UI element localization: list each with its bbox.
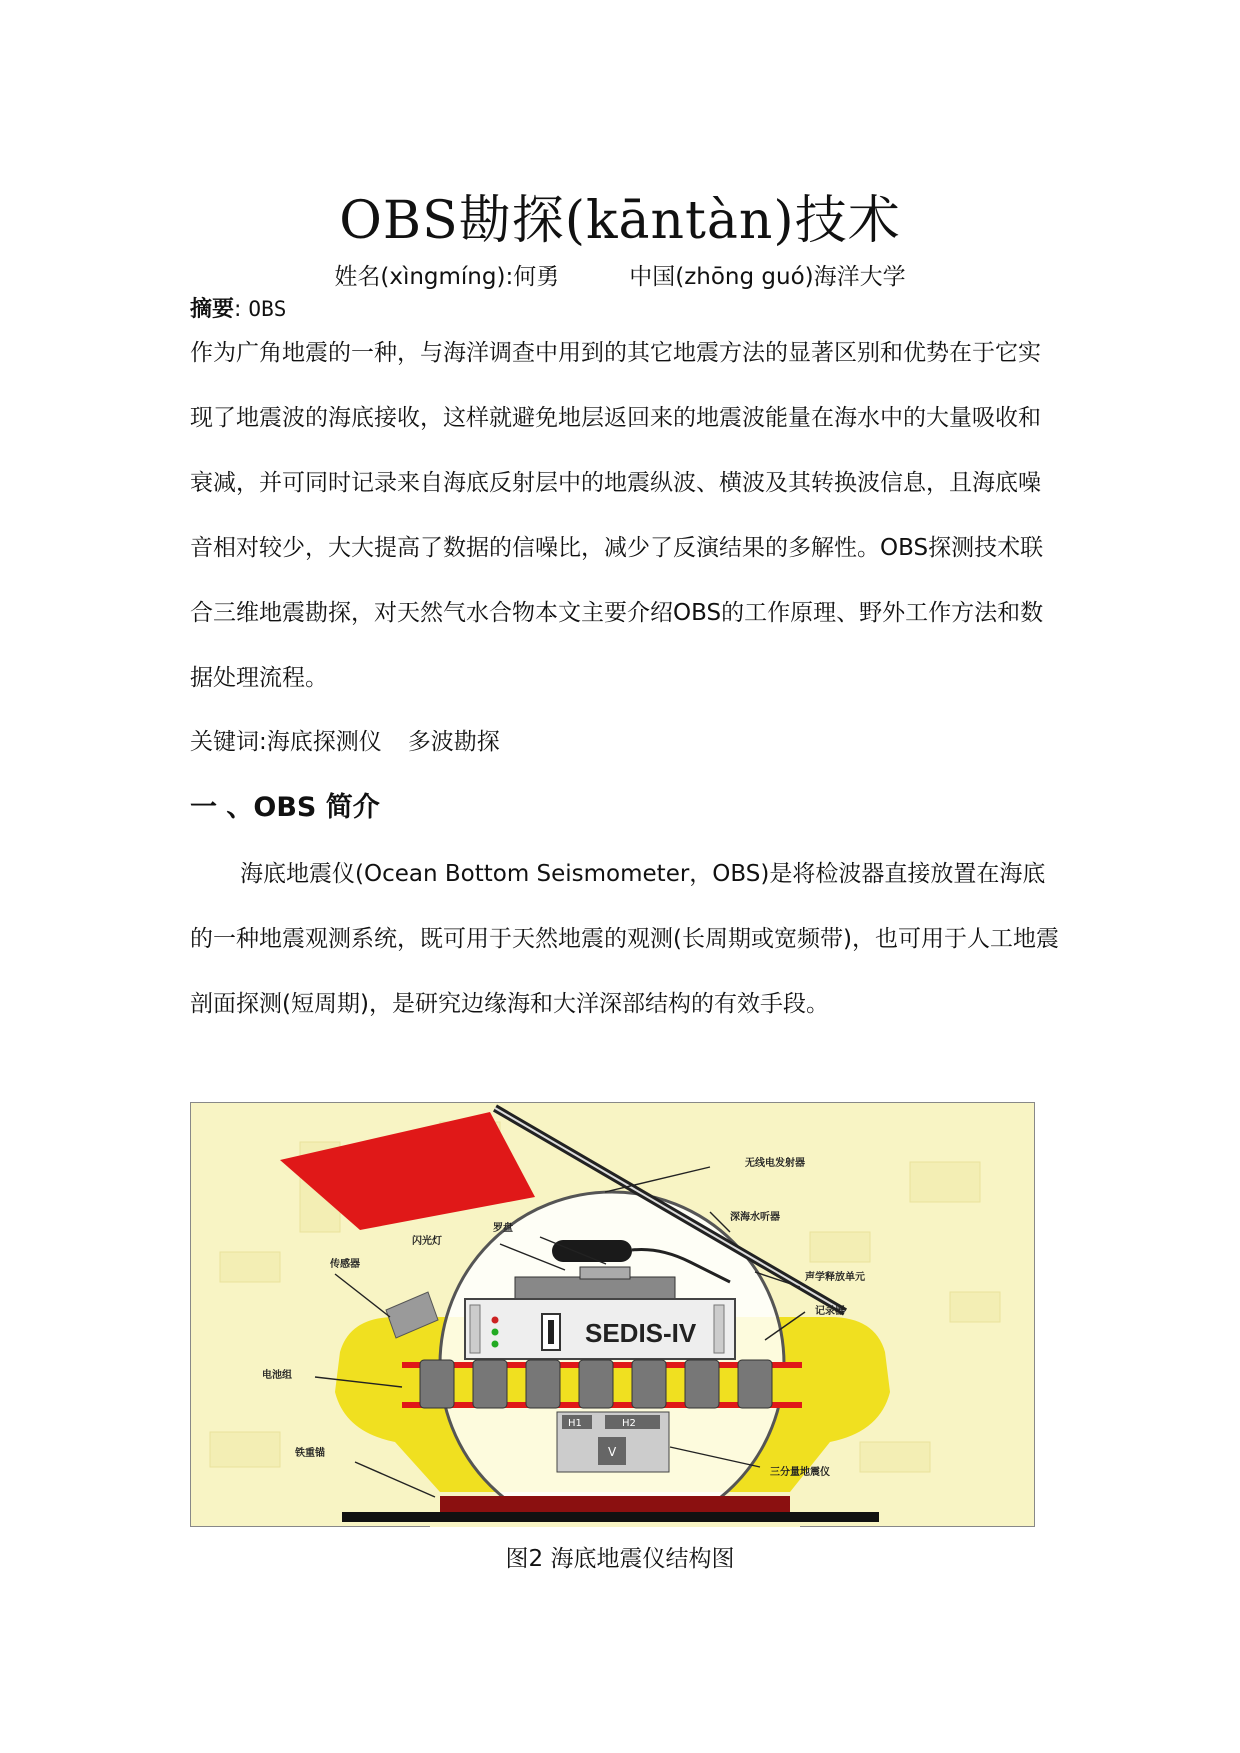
abstract-separator: : — [234, 297, 249, 322]
abstract-heading — [190, 292, 286, 323]
figure-caption: 图2 海底地震仪结构图 — [505, 1546, 735, 1572]
anchor-weight — [440, 1496, 790, 1512]
author-affiliation: 中国(zhōng guó)海洋大学 — [629, 264, 906, 290]
recorder-model-label: SEDIS-IV — [585, 1318, 697, 1348]
label-battery: 电池组 — [262, 1370, 292, 1381]
label-acoustic-release: 声学释放单元 — [805, 1272, 865, 1283]
section-body: 海底地震仪(Ocean Bottom Seismometer，OBS)是将检波器直接放置在海底的一种地震观测系统，既可用于天然地震的观测(长周期或宽频带)，也可用于人工地震剖面探测(短周期)，是研究边缘海和大洋深部结构的有效手段。 — [190, 861, 1059, 1017]
keywords-first: 关键词:海底探测仪 — [190, 729, 382, 755]
author-name: 姓名(xìngmíng):何勇 — [334, 264, 560, 290]
anchor-base — [342, 1512, 879, 1522]
sensor-h2-label: H2 — [622, 1418, 636, 1429]
section-heading — [190, 785, 380, 824]
document-title: OBS勘探(kāntàn)技术 — [339, 191, 901, 251]
label-flash-light: 闪光灯 — [412, 1236, 442, 1247]
battery-pack — [420, 1360, 772, 1408]
sensor-v-label: V — [608, 1445, 617, 1459]
sensor-h1-label: H1 — [568, 1418, 582, 1429]
keywords-second: 多波勘探 — [407, 729, 500, 755]
abstract-body: 作为广角地震的一种，与海洋调查中用到的其它地震方法的显著区别和优势在于它实现了地震波的海底接收，这样就避免地层返回来的地震波能量在海水中的大量吸收和衰减，并可同时记录来自海底反射层中的地震纵波、横波及其转换波信息，且海底噪音相对较少，大大提高了数据的信噪比，减少了反演结果的多解性。OBS探测技术联合三维地震勘探，对天然气水合物本文主要介绍OBS的工作原理、野外工作方法和数据处理流程。 — [190, 340, 1044, 691]
author-line — [0, 258, 1240, 291]
label-recorder: 记录器 — [815, 1306, 845, 1317]
obs-structure-figure — [190, 1102, 1035, 1527]
abstract-label: 摘要 — [190, 297, 235, 322]
label-compass: 罗盘 — [493, 1223, 513, 1234]
section-heading-text: 一 、OBS 简介 — [190, 792, 380, 823]
label-anchor: 铁重锚 — [295, 1448, 325, 1459]
label-hydrophone: 深海水听器 — [730, 1212, 780, 1223]
label-three-comp: 三分量地震仪 — [770, 1467, 830, 1478]
label-radio-beacon: 无线电发射器 — [745, 1158, 805, 1169]
label-sensor: 传感器 — [330, 1259, 360, 1270]
abstract-first-word: OBS — [248, 297, 287, 321]
keywords-line — [190, 723, 500, 756]
